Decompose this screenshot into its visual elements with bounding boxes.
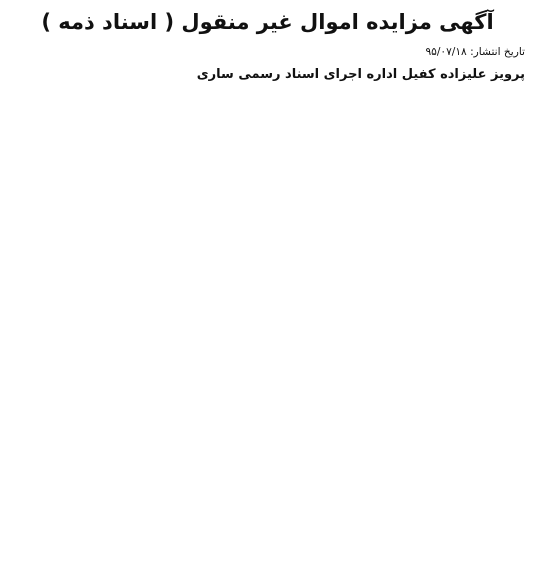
notice-signature: پرویز علیزاده کفیل اداره اجرای اسناد رسمی ساری (196, 67, 525, 82)
notice-title: آگهی مزایده اموال غیر منقول ( اسناد ذمه ) (41, 10, 494, 34)
notice-header (10, 8, 525, 36)
publish-date: تاریخ انتشار: ۹۵/۰۷/۱۸ (425, 46, 525, 58)
